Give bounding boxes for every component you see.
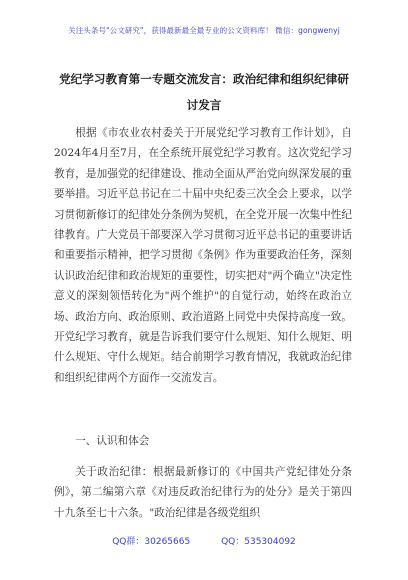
paragraph-intro: 根据《市农业农村委关于开展党纪学习教育工作计划》，自2024年4月至7月，在全系统开展党纪学习教育。这次党纪学习教育，是加强党的纪律建设、推动全面从严治党向纵深发展的重要举措。习近平总书记在二十届中央纪委三次全会上要求，以学习贯彻新修订的纪律处分条例为契机，在全党开展一次集中性纪律教育。广大党员干部要深入学习贯彻习近平总书记的重要讲话和重要指示精神，把学习贯彻《条例》作为重要政治任务，深刻认识政治纪律和政治规矩的重要性，切实把对"两个确立"决定性意义的深刻领悟转化为"两个维护"的自觉行动，始终在政治立场、政治方向、政治原则、政治道路上同党中央保持高度一致。开党纪学习教育，就是告诉我们要守什么规矩、知什么规矩、明什么规矩、守什么规矩。结合前期学习教育情况，我就政治纪律和组织纪律两个方面作一交流发言。: [54, 127, 352, 384]
title-line-1: 党纪学习教育第一专题交流发言：政治纪律和组织纪律研: [59, 72, 349, 86]
footer-contact: [0, 534, 408, 547]
title-line-2: 讨发言: [186, 98, 222, 112]
header-banner: 关注头条号"公文研究"，获得最新最全最专业的公文资料库！ 微信：gongwenyj: [68, 26, 340, 35]
paragraph-political-discipline: 关于政治纪律：根据最新修订的《中国共产党纪律处分条例》，第二编第六章《对违反政治纪律行为的处分》是关于第四十九条至七十六条。"政治纪律是各级党组织: [54, 466, 352, 519]
footer-qq-group: QQ群：30265665: [112, 537, 191, 547]
footer-qq: QQ：535304092: [221, 537, 296, 547]
document-body: [54, 123, 352, 388]
document-body-continued: [54, 462, 352, 523]
document-title: [40, 66, 368, 118]
section-heading: 一、认识和体会: [75, 435, 150, 447]
